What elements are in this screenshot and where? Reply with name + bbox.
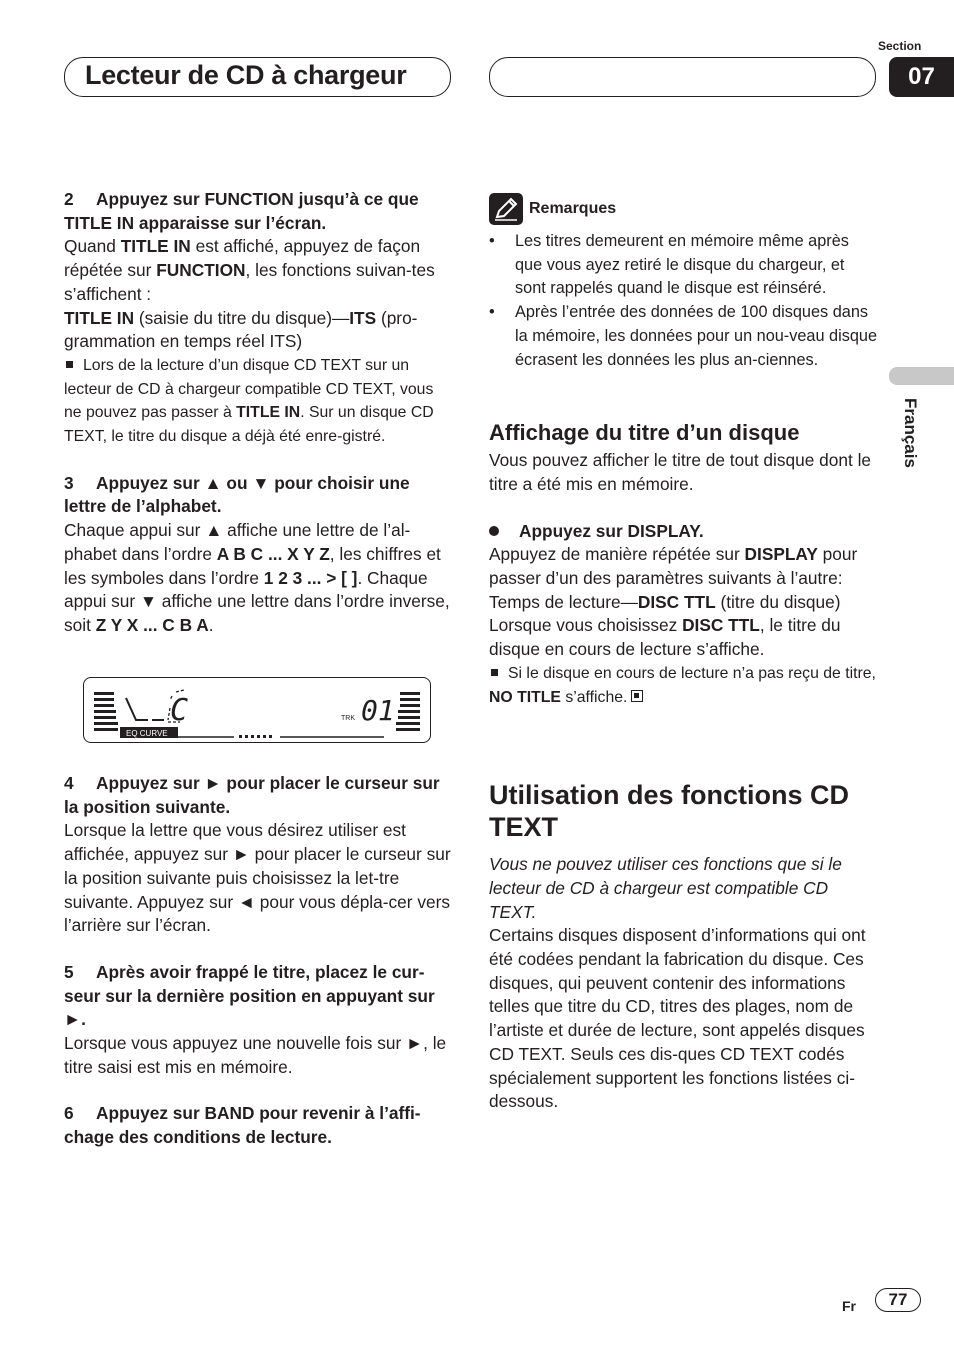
eq-curve-label: EQ CURVE	[126, 729, 168, 738]
note-square-icon	[66, 361, 73, 368]
step-text: Après avoir frappé le titre, placez le cur-seur sur la dernière position en appuyant sur ►.	[64, 961, 435, 1030]
remarks-title: Remarques	[529, 200, 617, 217]
lcd-display-illustration	[83, 677, 431, 743]
section-number: 07	[889, 57, 954, 97]
trk-label: TRK	[341, 715, 355, 722]
disc-title-heading: Affichage du titre d’un disque	[489, 420, 800, 446]
cd-text-body: Certains disques disposent d’informations qui ont été codées pendant la fabrication du disque. Ces disques, qui peuvent contenir des informations telles que titre du CD, titres des plages, nom de l’artiste et durée de lecture, sont appelés disques CD TEXT. Seuls ces dis-ques CD TEXT codés spécialement supportent les fonctions listées ci-dessous.	[489, 925, 866, 1112]
left-column	[64, 188, 454, 638]
end-mark-icon	[631, 690, 643, 702]
step-6-title	[64, 1102, 456, 1149]
header-title-pill	[64, 57, 451, 97]
step-number: 2	[64, 189, 74, 209]
step-2-paragraph-1: Quand TITLE IN est affiché, appuyez de façon répétée sur FUNCTION, les fonctions suivan-tes s’affichent :	[64, 236, 435, 304]
track-number: 01	[361, 694, 395, 727]
display-step: Appuyez sur DISPLAY.	[489, 520, 879, 544]
step-5-title	[64, 961, 456, 1032]
step-3-paragraph: Chaque appui sur ▲ affiche une lettre de l’al-phabet dans l’ordre A B C ... X Y Z, les chiffres et les symboles dans l’ordre 1 2 3 ... > [ ]. Chaque appui sur ▼ affiche une lettre dans l’ordre inverse, soit Z Y X ... C B A.	[64, 520, 450, 635]
list-item: • Les titres demeurent en mémoire même après que vous ayez retiré le disque du chargeur, et sont rappelés quand le disque est réinséré.	[489, 230, 879, 301]
list-item: • Après l’entrée des données de 100 disques dans la mémoire, les données pour un nou-veau disque écrasent les données les plus an-ciennes.	[489, 301, 879, 372]
disc-title-note: Si le disque en cours de lecture n’a pas reçu de titre, NO TITLE s’affiche.	[489, 664, 876, 706]
step-3-title	[64, 472, 454, 519]
cd-text-heading: Utilisation des fonctions CD TEXT	[489, 780, 850, 843]
note-square-icon	[491, 669, 498, 676]
step-text: Appuyez sur FUNCTION jusqu’à ce que TITLE IN apparaisse sur l’écran.	[64, 189, 419, 233]
step-text: Appuyez sur ► pour placer le curseur sur la position suivante.	[64, 773, 440, 817]
header-empty-pill	[489, 57, 876, 97]
step-text: Appuyez sur BAND pour revenir à l’affi-chage des conditions de lecture.	[64, 1103, 421, 1148]
step-5-paragraph: Lorsque vous appuyez une nouvelle fois sur ►, le titre saisi est mis en mémoire.	[64, 1033, 447, 1077]
cd-text-italic: Vous ne pouvez utiliser ces fonctions que si le lecteur de CD à chargeur est compatible CD TEXT.	[489, 854, 842, 922]
step-number: 4	[64, 773, 74, 793]
step-4-paragraph: Lorsque la lettre que vous désirez utiliser est affichée, appuyez sur ► pour placer le curseur sur la position suivante puis choisissez la let-tre suivante. Appuyez sur ◄ pour vous dépla-cer vers l’arrière sur l’écran.	[64, 820, 451, 936]
disc-title-intro: Vous pouvez afficher le titre de tout disque dont le titre a été mis en mémoire.	[489, 450, 872, 494]
language-label: Français	[901, 398, 920, 468]
language-tab	[889, 367, 954, 385]
disc-title-paragraph-3: Lorsque vous choisissez DISC TTL, le titre du disque en cours de lecture s’affiche.	[489, 615, 841, 660]
step-text: Appuyez sur ▲ ou ▼ pour choisir une lettre de l’alphabet.	[64, 472, 410, 517]
step-2-note: Lors de la lecture d’un disque CD TEXT sur un lecteur de CD à chargeur compatible CD TEXT, vous ne pouvez pas passer à TITLE IN. Sur un disque CD TEXT, le titre du disque a déjà été enre-gistré.	[64, 356, 434, 446]
disc-title-paragraph-2: Temps de lecture—DISC TTL (titre du disque)	[489, 591, 841, 612]
right-column	[489, 230, 879, 1114]
remarks-header	[489, 193, 616, 225]
pencil-note-icon	[489, 193, 523, 225]
disc-title-paragraph-1: Appuyez de manière répétée sur DISPLAY pour passer d’un des paramètres suivants à l’autre:	[489, 544, 858, 589]
footer-lang: Fr	[842, 1298, 856, 1314]
section-label: Section	[878, 39, 922, 53]
left-column-lower	[64, 772, 456, 1150]
remarks-list	[489, 230, 879, 372]
lcd-character: C	[170, 693, 189, 728]
lcd-display-graphic	[84, 678, 429, 741]
step-number: 3	[64, 472, 74, 493]
step-4-title	[64, 772, 456, 819]
page-title: Lecteur de CD à chargeur	[85, 60, 407, 90]
step-number: 5	[64, 961, 74, 982]
page-number: 77	[875, 1288, 921, 1312]
step-2-title	[64, 188, 454, 235]
bullet-dot-icon	[489, 526, 499, 536]
step-number: 6	[64, 1103, 74, 1124]
step-2-paragraph-2: TITLE IN (saisie du titre du disque)—ITS (pro-grammation en temps réel ITS)	[64, 307, 418, 352]
